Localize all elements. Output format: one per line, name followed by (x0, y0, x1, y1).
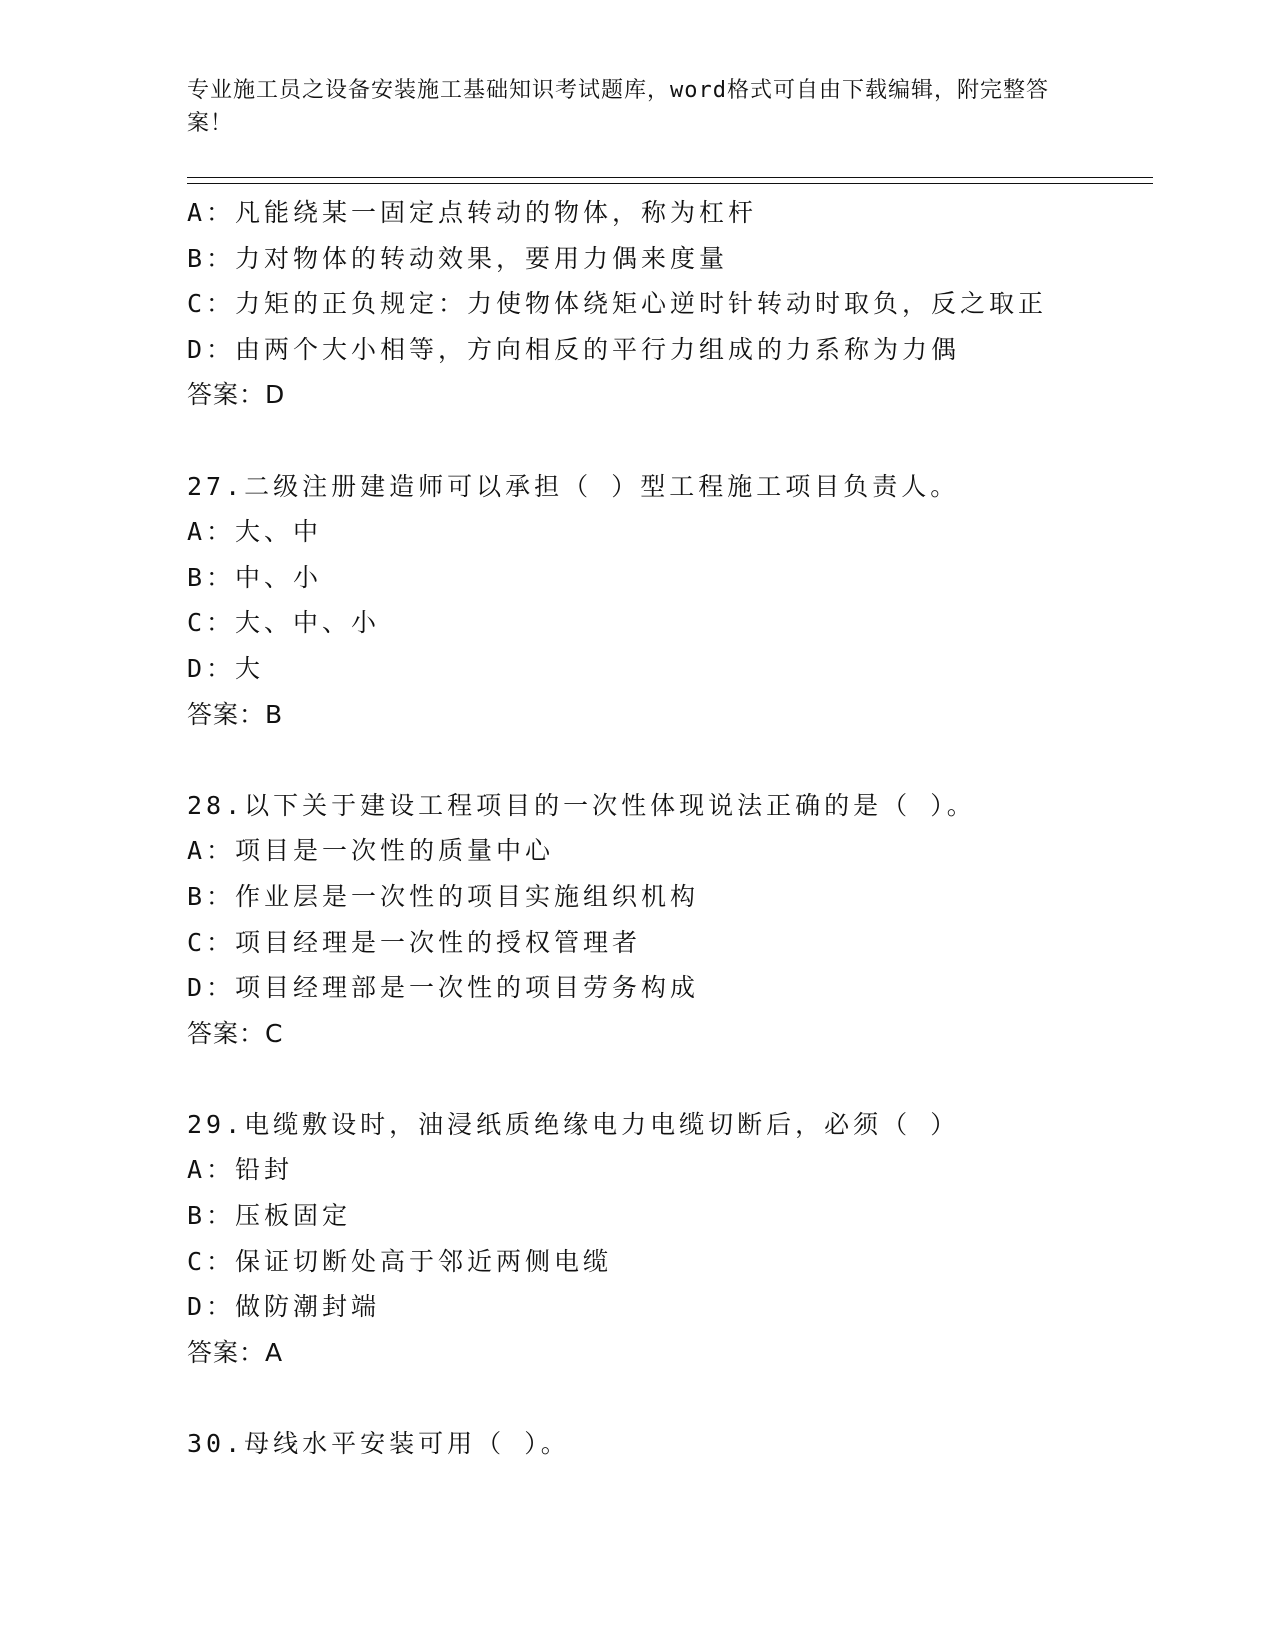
option-c: C：大、中、小 (187, 608, 381, 638)
option-d: D：做防潮封端 (187, 1292, 381, 1322)
question-30 (187, 1421, 1187, 1467)
answer: 答案：C (187, 1018, 284, 1048)
question-26 (187, 190, 1187, 418)
header-rule-bottom (187, 183, 1153, 184)
document-header (187, 74, 1067, 140)
question-stem: 27.二级注册建造师可以承担（ ）型工程施工项目负责人。 (187, 471, 960, 501)
option-c: C：项目经理是一次性的授权管理者 (187, 927, 642, 957)
header-rule-top (187, 177, 1153, 178)
option-d: D：大 (187, 653, 265, 683)
question-28 (187, 783, 1187, 1057)
document-title: 专业施工员之设备安装施工基础知识考试题库，word格式可自由下载编辑，附完整答案！ (187, 78, 1049, 136)
question-29 (187, 1102, 1187, 1376)
option-a: A：大、中 (187, 517, 323, 547)
option-d: D：项目经理部是一次性的项目劳务构成 (187, 973, 700, 1003)
option-b: B：力对物体的转动效果，要用力偶来度量 (187, 243, 729, 273)
question-stem: 30.母线水平安装可用（ ）。 (187, 1429, 570, 1459)
question-27 (187, 464, 1187, 738)
question-list (187, 190, 1187, 1467)
spacer (187, 737, 1187, 783)
spacer (187, 1056, 1187, 1102)
question-stem: 28.以下关于建设工程项目的一次性体现说法正确的是（ ）。 (187, 790, 976, 820)
option-b: B：中、小 (187, 562, 323, 592)
spacer (187, 418, 1187, 464)
question-stem: 29.电缆敷设时，油浸纸质绝缘电力电缆切断后，必须（ ） (187, 1109, 960, 1139)
spacer (187, 1375, 1187, 1421)
option-c: C：力矩的正负规定：力使物体绕矩心逆时针转动时取负，反之取正 (187, 289, 1048, 319)
option-d: D：由两个大小相等，方向相反的平行力组成的力系称为力偶 (187, 334, 961, 364)
option-a: A：项目是一次性的质量中心 (187, 836, 555, 866)
answer: 答案：A (187, 1337, 284, 1367)
answer: 答案：D (187, 380, 286, 410)
option-b: B：压板固定 (187, 1201, 352, 1231)
answer: 答案：B (187, 699, 284, 729)
option-c: C：保证切断处高于邻近两侧电缆 (187, 1246, 613, 1276)
option-b: B：作业层是一次性的项目实施组织机构 (187, 881, 700, 911)
option-a: A：铅封 (187, 1155, 294, 1185)
option-a: A：凡能绕某一固定点转动的物体，称为杠杆 (187, 198, 758, 227)
